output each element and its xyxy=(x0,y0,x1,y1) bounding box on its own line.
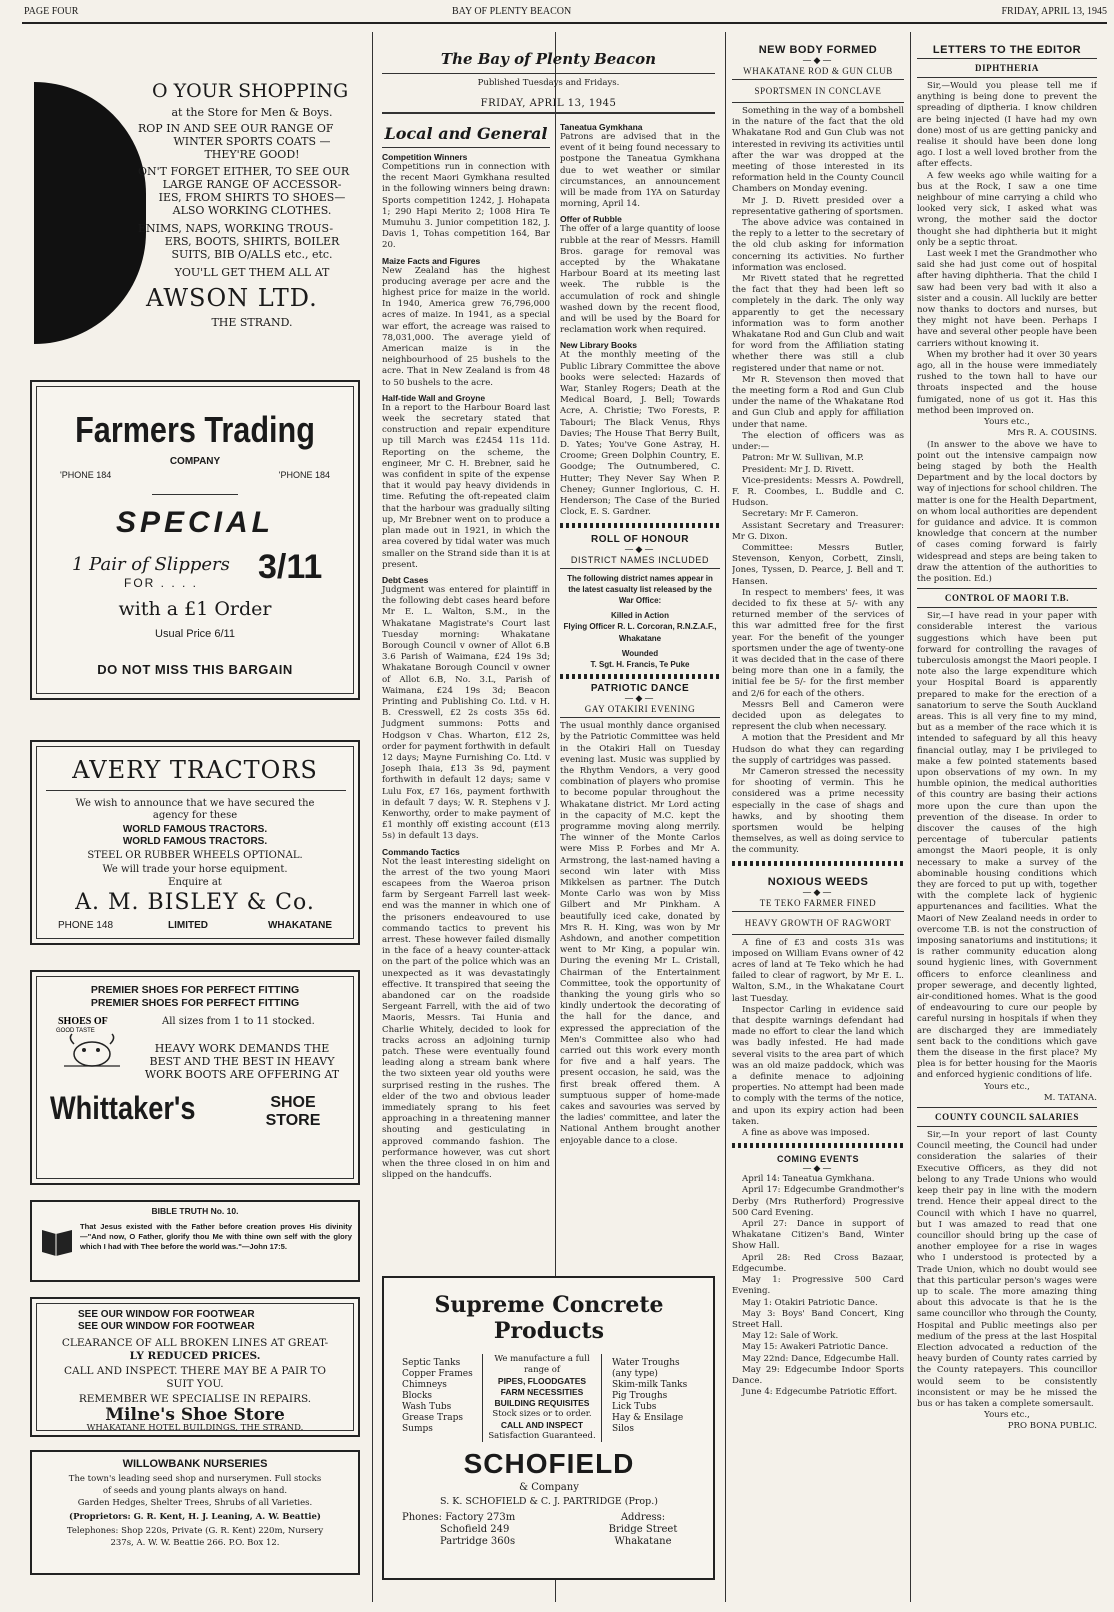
avery-line: STEEL OR RUBBER WHEELS OPTIONAL. xyxy=(87,850,303,861)
article-heading: Commando Tactics xyxy=(382,846,460,857)
article-paragraph: Mr J. D. Rivett presided over a representative gathering of sportsmen. xyxy=(732,195,904,217)
willowbank-line: Telephones: Shop 220s, Private (G. R. Kent) 220m, Nursery xyxy=(66,1526,324,1536)
officer-line: Vice-presidents: Messrs A. Powdrell, F. R. Coombes, L. Buddle and C. Hudson. xyxy=(732,475,904,509)
avery-line: WORLD FAMOUS TRACTORS. xyxy=(122,824,268,835)
article-body: In a report to the Harbour Board last week the secretary stated that construction and repair expenditure up till March was £2454 11s 11d. Reporting on the scheme, the engineer, Mr C. H. Brebner, said he was confident in spite of the expense that it would pay heavy dividends in time. Refuting the oft-repeated claim that the harbour was gradually silting up, Mr Brebner went on to produce a plan made out in 1921, in which the area covered by tidal water was much smaller on the Strand side than it is at present. xyxy=(382,402,550,570)
dawson-line: SUITS, BIB O/ALLS etc., etc. xyxy=(171,248,333,261)
milne-line: SUIT YOU. xyxy=(166,1378,224,1390)
article-heading: Maize Facts and Figures xyxy=(382,255,481,266)
event-item: April 14: Taneatua Gymkhana. xyxy=(742,1174,875,1185)
product-item: Lick Tubs xyxy=(612,1402,657,1412)
article-subheadline: WHAKATANE ROD & GUN CLUB xyxy=(743,66,893,76)
farmers-phone: 'PHONE 184 xyxy=(278,470,330,480)
willowbank-line: The town's leading seed shop and nurserymen. Full stocks xyxy=(68,1474,322,1484)
schofield-concrete-ad xyxy=(382,1276,715,1580)
bible-truth-box xyxy=(30,1200,360,1282)
letter-paragraph: Sir,—In your report of last County Council meeting, the Council had under consideration the salaries of their Executive Officers, as they did not belong to any Trade Unions who would keep their pay in line with the modern trend. Hence their appeal direct to the Council with which I have no quarrel, but I was amazed to read that one councillor should bring up the case of another employee for a rise in wages who I understood is protected by a Trade Union, which no doubt would see that this particular person's wages were up to scale. The more amazing thing about this advocate is that he is the same councillor who through the County, Hospital and Public meetings also per medium of the press at the last Hospital Election advocated a reduction of the heavy burden of County rates carried by the County ratepayers. This councillor would seem to be consistently inconsistent or may be he missed the bus or has taken a complete somersault. xyxy=(917,1130,1097,1409)
product-item: Pig Troughs xyxy=(612,1391,668,1401)
letter-paragraph: When my brother had it over 30 years ago, all in the house were immediately rushed to the town hall to have our throats inspected and the house fumigated, none of us got it. Has this method been improved on. xyxy=(917,349,1097,416)
whittaker-shoe: SHOE xyxy=(270,1094,316,1111)
avery-line: We will trade your horse equipment. xyxy=(102,864,288,875)
milne-line: LY REDUCED PRICES. xyxy=(129,1350,261,1362)
willowbank-line: 237s, A. W. W. Beattie 266. P.O. Box 12. xyxy=(110,1538,280,1548)
dawson-line: THEY'RE GOOD! xyxy=(204,148,300,161)
dawson-address: THE STRAND. xyxy=(211,316,293,329)
schofield-mid-line: Stock sizes or to order. xyxy=(492,1409,592,1419)
letter-signature: PRO BONA PUBLIC. xyxy=(1007,1421,1097,1432)
whittaker-store: STORE xyxy=(265,1112,321,1129)
divider xyxy=(382,112,715,114)
article-paragraph: A fine of £3 and costs 31s was imposed on William Evans owner of 42 acres of land at Te Teko which he had failed to clear of ragwort, by Mr E. L. Walton, S.M., in the Whakatane Court last Tuesday. xyxy=(732,937,904,1004)
whittaker-sizes: All sizes from 1 to 11 stocked. xyxy=(162,1016,315,1027)
column-rule xyxy=(725,32,726,1602)
milne-line: CLEARANCE OF ALL BROKEN LINES AT GREAT- xyxy=(61,1337,329,1349)
schofield-mid-line: PIPES, FLOODGATES xyxy=(497,1376,587,1386)
divider xyxy=(152,494,238,495)
phone-line: Partridge 360s xyxy=(440,1536,516,1547)
schofield-address xyxy=(588,1512,698,1548)
willowbank-line: of seeds and young plants always on hand. xyxy=(102,1486,288,1496)
address-line: Whakatane xyxy=(614,1536,672,1547)
svg-text:GOOD TASTE: GOOD TASTE xyxy=(56,1028,95,1034)
officer-line: President: Mr J. D. Rivett. xyxy=(742,464,855,475)
open-book-icon xyxy=(40,1222,74,1262)
bible-title: BIBLE TRUTH No. 10. xyxy=(151,1206,239,1216)
farmers-company: COMPANY xyxy=(169,456,221,467)
avery-line: We wish to announce that we have secured the xyxy=(75,798,315,809)
page-number: PAGE FOUR xyxy=(24,6,79,17)
farmers-title: Farmers Trading xyxy=(75,409,315,450)
honour-killed-label: Killed in Action xyxy=(611,611,669,621)
letter-paragraph: Last week I met the Grandmother who said she had just come out of hospital after having diphtheria. That the child I saw had been very bad with it also a sister and a cousin. All luckily are better now thanks to doctors and nurses, but they might not have been. Perhaps I have and several other people have been carriers without knowing it. xyxy=(917,249,1097,349)
svg-text:SHOES OF: SHOES OF xyxy=(58,1016,108,1027)
issue-date: FRIDAY, APRIL 13, 1945 xyxy=(1001,6,1107,17)
milne-heading: SEE OUR WINDOW FOR FOOTWEAR xyxy=(78,1309,255,1320)
schofield-mid-line: BUILDING REQUISITES xyxy=(494,1398,590,1408)
dawson-line: ON'T FORGET EITHER, TO SEE OUR xyxy=(138,165,350,178)
event-item: May 1: Progressive 500 Card Evening. xyxy=(732,1275,904,1297)
article-body: The offer of a large quantity of loose rubble at the rear of Messrs. Hamill Bros. garage for removal was accepted by the Whakatane Harbour Board at its meeting last week. The rubble is the accumulation of rock and shingle washed down by the recent flood, and will be used by the Board for reclamation work when required. xyxy=(560,224,720,336)
article-heading: Half-tide Wall and Groyne xyxy=(382,392,486,403)
farmers-footer: DO NOT MISS THIS BARGAIN xyxy=(97,662,293,677)
nameplate-date: FRIDAY, APRIL 13, 1945 xyxy=(480,98,617,109)
dawson-line: ALSO WORKING CLOTHES. xyxy=(172,204,332,217)
whittaker-body-line: HEAVY WORK DEMANDS THE xyxy=(154,1042,330,1055)
farmers-usual: Usual Price 6/11 xyxy=(155,628,235,640)
dawson-line: at the Store for Men & Boys. xyxy=(171,106,333,119)
honour-intro: The following district names appear in the latest casualty list released by the War Office: xyxy=(567,573,713,605)
event-item: May 22nd: Dance, Edgecumbe Hall. xyxy=(742,1353,900,1364)
published-line: Published Tuesdays and Fridays. xyxy=(477,78,620,88)
article-heading: Debt Cases xyxy=(382,574,429,585)
avery-town: WHAKATANE xyxy=(267,920,332,931)
article-paragraph: Something in the way of a bombshell in the nature of the fact that the old Whakatane Rod and Gun Club was not interested in reviving its activities until after the war was dropped at the meeting of those interested in its reformation held in the County Council Chambers on Monday evening. xyxy=(732,106,904,195)
milne-line: CALL AND INSPECT. THERE MAY BE A PAIR TO xyxy=(63,1365,327,1377)
schofield-mid-line: Satisfaction Guaranteed. xyxy=(488,1431,596,1441)
dawson-line: IES, FROM SHIRTS TO SHOES— xyxy=(158,191,346,204)
schofield-title: Supreme Concrete xyxy=(434,1292,664,1318)
local-general-column-left xyxy=(382,118,550,1181)
willowbank-line: Garden Hedges, Shelter Trees, Shrubs of all Varieties. xyxy=(77,1498,313,1508)
article-body: Judgment was entered for plaintiff in the following debt cases heard before Mr E. L. Walton, S.M., in the Whakatane Magistrate's Court last Tuesday morning: Whakatane Borough Council v owner of Allot 6.B 3.6 Parish of Waimana, £24 19s 3d; Whakatane Borough Council v owner of Allot 6.B, No. 3.L, Parish of Waimana, £24 19s 3d; Beacon Printing and Publishing Co. Ltd. v H. B. Cresswell, £2 2s costs 35s 6d. Judgment summons: Potts and Hodgson v Chas. Wharton, £12 2s, order for payment forthwith in default 12 days; Mayne Furnishing Co. Ltd. v Joseph Ihaia, £13 3s 9d, payment forthwith in default 12 days; same v Lulu Fox, £7 16s, payment forthwith in default 7 days; W. R. Stephens v J. Kenworthy, order to make payment of £1 monthly off existing account (£13 5s) in default 13 days. xyxy=(382,584,550,842)
honour-heading: ROLL OF HONOUR xyxy=(591,533,689,545)
dawson-line: WINTER SPORTS COATS — xyxy=(173,135,331,148)
whittaker-body-line: BEST AND THE BEST IN HEAVY xyxy=(149,1055,335,1068)
article-headline: NOXIOUS WEEDS xyxy=(767,875,869,888)
milne-heading: SEE OUR WINDOW FOR FOOTWEAR xyxy=(78,1321,255,1332)
article-heading: Competition Winners xyxy=(382,152,468,162)
phone-line: Schofield 249 xyxy=(440,1524,510,1535)
dog-logo-icon xyxy=(54,1014,134,1074)
column-rule xyxy=(372,32,373,1602)
dawson-line: LARGE RANGE OF ACCESSOR- xyxy=(162,178,342,191)
milne-line: REMEMBER WE SPECIALISE IN REPAIRS. xyxy=(78,1393,312,1405)
article-paragraph: A motion that the President and Mr Hudson do what they can regarding the supply of cartridges was passed. xyxy=(732,733,904,766)
product-item: Skim-milk Tanks xyxy=(612,1380,688,1390)
article-heading: Offer of Rubble xyxy=(560,214,622,225)
willowbank-title: WILLOWBANK NURSERIES xyxy=(122,1458,268,1470)
dance-subheading: GAY OTAKIRI EVENING xyxy=(584,704,696,715)
dawson-line: YOU'LL GET THEM ALL AT xyxy=(174,266,330,279)
schofield-mid-line: FARM NECESSITIES xyxy=(500,1387,584,1397)
rod-gun-club-column: NEW BODY FORMED —◆— WHAKATANE ROD & GUN CLUB SPORTSMEN IN CONCLAVE Something in the way of a bombshell in the nature of the fact that the old Whakatane Rod and Gun Club was not interested in reviving its activities until after the war was dropped at the meeting of those interested in its reformation held in the County Council Chambers on Monday evening. Mr J. D. Rivett presided over a representative gathering of sportsmen. The above advice was contained in the reply to a letter to the secretary of the old club asking for information concerning its activities. No further information was enclosed. Mr Rivett stated that he regretted the fact that they had been left so completely in the dark. The only way apparently to get the necessary information was to form another Whakatane Rod and Gun Club and wait for word from the Affiliation stating whether there was still a club registered under that name or not. Mr R. Stevenson then moved that the meeting form a Rod and Gun Club under the name of the Whakatane Rod and Gun Club and apply for affiliation under that name. The election of officers was as under:— Patron: Mr W. Sullivan, M.P. President: Mr J. D. Rivett. Vice-presidents: Messrs A. Powdrell, F. R. Coombes, L. Buddle and C. Hudson. Secretary: Mr F. Cameron. Assistant Secretary and Treasurer: Mr G. Dixon. Committee: Messrs Butler, Stevenson, Kenyon, Corbett, Zinsli, Jones, Tyssen, D. Pearce, J. Bell and T. Hansen. In respect to members' fees, it was decided to fix these at 5/- with any returned member of the services of this war admitted free for the first year. For the benefit of the younger sportsmen under the age of twenty-one it was decided that in the case of there being more than one in a family, the initial fee be 5/- for the first member and 2/6 for each of the others. Messrs Bell and Cameron were decided upon as delegates to represent the club when necessary. A motion that the President and Mr Hudson do what they can regarding the supply of cartridges was passed. Mr Cameron stressed the necessity for shooting of vermin. This he considered was a prime necessity especially in the case of shags and hawks, and by shooting them sportsmen would be helping themselves, as well as doing service to the community. NOXIOUS WEEDS —◆— TE TEKO FARMER FINED HEAVY GROWTH OF RAGWORT A fine of £3 and costs 31s was imposed on William Evans owner of 42 acres of land at Te Teko which he had failed to clear of ragwort, by Mr E. L. Walton, S.M., in the Whakatane Court last Tuesday. Inspector Carling in evidence said that despite warnings defendant had made no effort to clear the land which was badly infested. He had made several visits to the area part of which was an old maize paddock, which was a definite menace to adjoining properties. No attempt had been made to comply with the terms of the notice, and upon its expiry action had been taken. A fine as above was imposed. COMING EVENTS —◆— April 14: Taneatua Gymkhana. April 17: Edgecumbe Grandmother's Derby (Mrs Rutherford) Progressive 500 Card Evening. April 27: Dance in support of Whakatane Citizen's Band, Winter Show Hall. April 28: Red Cross Bazaar, Edgecumbe. May 1: Progressive 500 Card Evening. May 1: Otakiri Patriotic Dance. May 3: Boys' Band Concert, King Street Hall. May 12: Sale of Work. May 15: Awakeri Patriotic Dance. May 22nd: Dance, Edgecumbe Hall. May 29: Edgecumbe Indoor Sports Dance. June 4: Edgecumbe Patriotic Effort. xyxy=(732,44,904,1398)
product-item: (any type) xyxy=(612,1369,658,1379)
address-line: Bridge Street xyxy=(608,1524,678,1535)
avery-limited: LIMITED xyxy=(168,920,208,931)
schofield-phones xyxy=(402,1512,552,1548)
address-line: Address: xyxy=(620,1512,666,1523)
article-subheadline: HEAVY GROWTH OF RAGWORT xyxy=(744,917,892,928)
product-item: Blocks xyxy=(402,1391,433,1401)
column-rule xyxy=(910,32,911,1602)
milne-name: Milne's Shoe Store xyxy=(105,1405,285,1425)
article-paragraph: Mr Rivett stated that he regretted the fact that they had been left so completely in the dark. The only way apparently to get the necessary information was to form another Whakatane Rod and Gun Club and wait for word from the Affiliation stating whether there was still a club registered under that name or not. xyxy=(732,274,904,374)
event-item: May 1: Otakiri Patriotic Dance. xyxy=(742,1297,878,1308)
farmers-special: SPECIAL xyxy=(115,506,275,539)
divider xyxy=(46,790,346,791)
product-item: Hay & Ensilage xyxy=(612,1413,684,1423)
dawson-initial-d xyxy=(34,82,146,344)
schofield-products-right xyxy=(612,1358,708,1435)
dawson-line: ERS, BOOTS, SHIRTS, BOILER xyxy=(164,235,340,248)
letter-paragraph: Sir,—I have read in your paper with considerable interest the various suggestions which have been put forward for controlling the ravages of tuberculosis amongst the Maori people. I note also the large expenditure which your Hospital Board is apparently prepared to make for the erection of a sanatorium to serve the South Auckland areas. This is all very fine to my mind, but as a member of the race which it is intended to safeguard by all this heavy financial outlay, may I be privileged to make a few pointed statements based upon observations of my own. In my humble opinion, the medical authorities of this country are basing their actions more upon the cure than upon the prevention of the disease. In order to discover the causes of the high percentage of tubercular patients amongst the Maori people, it is only necessary to make a survey of the abominable housing conditions which they are forced to put up with, together with the complete lack of hygienic appurtenances and facilities. What the Maori of New Zealand needs in order to overcome T.B. is not the construction of imposing sanatoriums and institutions; it is rather community education along sound hygienic lines, with Government officers to enforce cleanliness and proper sewerage, and decently lighted, air-conditioned homes. What is the good of endeavouring to cure our people by careful nursing in hospitals if when they are discharged they are immediately sent back to the conditions which gave them the disease in the first place? My plea is for better housing for the Maoris and enforced hygienic conditions of life. xyxy=(917,611,1097,1081)
paper-title: BAY OF PLENTY BEACON xyxy=(452,6,572,17)
avery-line: Enquire at xyxy=(168,877,222,888)
whittaker-heading: PREMIER SHOES FOR PERFECT FITTING xyxy=(90,997,300,1009)
letter-signoff: Yours etc., xyxy=(984,417,1030,428)
article-headline: NEW BODY FORMED xyxy=(758,44,878,56)
schofield-mid-line: CALL AND INSPECT xyxy=(500,1420,584,1430)
article-paragraph: Messrs Bell and Cameron were decided upon as delegates to represent the club when necessary. xyxy=(732,699,904,733)
honour-killed-name: Flying Officer R. L. Corcoran, R.N.Z.A.F., Whakatane xyxy=(563,622,717,643)
article-body: At the monthly meeting of the Public Library Committee the above books were selected: Hazards of War, Stanley Rogers; Death at the Medical Board, J. Bell; Towards Acre, A. Christie; Two Forests, P. Tabouri; The Black Venus, Rhys Davies; The House That Berry Built, D. Yates; You've Gone Astray, H. Croome; Green Dolphin Country, E. Goodge; The Outnumbered, C. Hutter; They Never Say When P. Cheney; Gunner Inglorious, C. H. Henderson; The Case of the Buried Clock, E. S. Gardner. xyxy=(560,350,720,518)
article-heading: New Library Books xyxy=(560,340,637,351)
whittaker-name: Whittaker's xyxy=(50,1090,196,1126)
event-item: May 29: Edgecumbe Indoor Sports Dance. xyxy=(732,1364,904,1386)
product-item: Water Troughs xyxy=(612,1358,680,1368)
letter-title: COUNTY COUNCIL SALARIES xyxy=(935,1112,1079,1123)
schofield-products-left xyxy=(402,1358,482,1435)
masthead xyxy=(22,2,1107,24)
schofield-company: & Company xyxy=(519,1482,579,1493)
schofield-name: SCHOFIELD xyxy=(463,1448,635,1479)
willowbank-line: (Proprietors: G. R. Kent, H. J. Leaning, A. W. Beattie) xyxy=(69,1512,321,1522)
article-paragraph: The election of officers was as under:— xyxy=(732,430,904,453)
honour-subheading: DISTRICT NAMES INCLUDED xyxy=(570,554,710,565)
editor-note: (In answer to the above we have to point out the intensive campaign now being staged by both the Health Department and by the local doctors by way of injections for school children. The matter is one for the Health Department, on whom local authorities are dependent for guidance and advice. It is common knowledge that concern at the number of cases coming forward is fairly widespread and steps are being taken to draw the attention of the authorities to the position. Ed.) xyxy=(917,439,1097,584)
product-item: Copper Frames xyxy=(402,1369,473,1379)
product-item: Septic Tanks xyxy=(402,1358,461,1368)
phone-line: Phones: Factory 273m xyxy=(402,1512,516,1523)
whittaker-heading: PREMIER SHOES FOR PERFECT FITTING xyxy=(90,984,300,996)
dawson-line: ROP IN AND SEE OUR RANGE OF xyxy=(138,122,334,135)
product-item: Grease Traps xyxy=(402,1413,464,1423)
farmers-phone: 'PHONE 184 xyxy=(60,470,112,480)
article-heading: Taneatua Gymkhana xyxy=(560,122,643,132)
product-item: Silos xyxy=(612,1424,634,1434)
avery-line: agency for these xyxy=(152,810,238,821)
avery-line: WORLD FAMOUS TRACTORS. xyxy=(122,836,268,847)
officer-line: Committee: Messrs Butler, Stevenson, Kenyon, Corbett, Zinsli, Jones, Tyssen, D. Pearce, J. Bell and T. Hansen. xyxy=(732,542,904,587)
dawson-name: AWSON LTD. xyxy=(146,284,318,312)
avery-tractors-ad xyxy=(30,740,360,945)
letter-signature: M. TATANA. xyxy=(1043,1092,1097,1103)
letter-signoff: Yours etc., xyxy=(984,1410,1030,1421)
section-title: Local and General xyxy=(384,124,548,143)
article-paragraph: In respect to members' fees, it was decided to fix these at 5/- with any returned member of the services of this war admitted free for the first year. For the benefit of the younger sportsmen under the age of twenty-one it was decided that in the case of there being more than one in a family, the initial fee be 5/- for the first member and 2/6 for each of the others. xyxy=(732,587,904,699)
product-item: Chimneys xyxy=(402,1380,447,1390)
article-body: Patrons are advised that in the event of it being found necessary to postpone the Taneatua Gymkhana due to wet weather or similar circumstances, an announcement will be made from 1YA on Saturday morning, April 14. xyxy=(560,132,720,210)
article-paragraph: A fine as above was imposed. xyxy=(742,1128,870,1139)
local-general-column-right: Taneatua Gymkhana Patrons are advised that in the event of it being found necessary to postpone the Taneatua Gymkhana due to wet weather or similar circumstances, an announcement will be made from 1YA on Saturday morning, April 14. Offer of Rubble The offer of a large quantity of loose rubble at the rear of Messrs. Hamill Bros. garage for removal was accepted by the Whakatane Harbour Board at its meeting last week. The rubble is the accumulation of rock and shingle washed down by the recent flood, and will be used by the Board for reclamation work when required. New Library Books At the monthly meeting of the Public Library Committee the above books were selected: Hazards of War, Stanley Rogers; Death at the Medical Board, J. Bell; Towards Acre, A. Christie; Two Forests, P. Tabouri; The Black Venus, Rhys Davies; The House That Berry Built, D. Yates; You've Gone Astray, H. Croome; Green Dolphin Country, E. Goodge; The Outnumbered, C. Hutter; They Never Say When P. Cheney; Gunner Inglorious, C. H. Henderson; The Case of the Buried Clock, E. S. Gardner. ROLL OF HONOUR —◆— DISTRICT NAMES INCLUDED The following district names appear in the latest casualty list released by the War Office: Killed in Action Flying Officer R. L. Corcoran, R.N.Z.A.F., Whakatane Wounded T. Sgt. H. Francis, Te Puke PATRIOTIC DANCE —◆— GAY OTAKIRI EVENING The usual monthly dance organised by the Patriotic Committee was held in the Otakiri Hall on Tuesday evening last. Music was supplied by the Rhythm Vendors, a very good combination of players who promise to become popular throughout the Whakatane district. Mr Lord acting in the capacity of M.C. kept the programme moving along merrily. The winner of the Monte Carlos were Miss P. Forbes and Mr A. Armstrong, the last-named having a second win later with Miss Mikkelsen as partner. The Dutch Monte Carlo was won by Miss Gilbert and Mr Pinkham. A beautifully iced cake, donated by Mrs R. H. King, was won by Mr Ashdown, and another competition went to Mr King, a popular win. During the evening Mr L. Cristall, Chairman of the Entertainment Committee, took the opportunity of thanking the young girls who so kindly undertook the decorating of the hall for the dance, and expressed the appreciation of the Men's Committee also who had carried out this work every month for five and a half years. The present occasion, he said, was the first break offered them. A sumptuous supper of home-made cakes and savouries was served by the ladies' committee, and later the National Anthem brought another enjoyable dance to a close. xyxy=(560,122,720,1146)
milne-address: WHAKATANE HOTEL BUILDINGS, THE STRAND. xyxy=(86,1423,304,1433)
whittaker-body xyxy=(132,1042,352,1081)
letter-title: CONTROL OF MAORI T.B. xyxy=(944,593,1070,604)
avery-bisley: A. M. BISLEY & Co. xyxy=(75,890,315,915)
dawson-line: ENIMS, NAPS, WORKING TROUS- xyxy=(138,222,334,235)
farmers-with: with a £1 Order xyxy=(118,598,272,620)
event-item: April 17: Edgecumbe Grandmother's Derby (Mrs Rutherford) Progressive 500 Card Evening. xyxy=(732,1185,904,1218)
letter-signoff: Yours etc., xyxy=(984,1081,1030,1092)
dance-article-body: The usual monthly dance organised by the Patriotic Committee was held in the Otakiri Hall on Tuesday evening last. Music was supplied by the Rhythm Vendors, a very good combination of players who promise to become popular throughout the Whakatane district. Mr Lord acting in the capacity of M.C. kept the programme moving along merrily. The winner of the Monte Carlos were Miss P. Forbes and Mr A. Armstrong, the last-named having a second win later with Miss Mikkelsen as partner. The Dutch Monte Carlo was won by Miss Gilbert and Mr Pinkham. A beautifully iced cake, donated by Mrs R. H. King, was won by Mr Ashdown, and another competition went to Mr King, a popular win. During the evening Mr L. Cristall, Chairman of the Entertainment Committee, took the opportunity of thanking the young girls who so kindly undertook the decorating of the hall for the dance, and expressed the appreciation of the Men's Committee also who had carried out this work every month for five and a half years. The present occasion, he said, was the first break offered them. A sumptuous supper of home-made cakes and savouries was served by the ladies' committee, and later the National Anthem brought another enjoyable dance to a close. xyxy=(560,721,720,1146)
schofield-products-mid xyxy=(482,1354,602,1442)
letters-heading: LETTERS TO THE EDITOR xyxy=(917,44,1097,59)
event-item: April 27: Dance in support of Whakatane Citizen's Band, Winter Show Hall. xyxy=(732,1219,904,1252)
article-subheadline: SPORTSMEN IN CONCLAVE xyxy=(754,86,882,96)
farmers-trading-ad xyxy=(30,380,360,700)
milne-shoe-store-ad xyxy=(30,1297,360,1437)
event-item: May 12: Sale of Work. xyxy=(742,1331,839,1342)
article-body: Competitions run in connection with the recent Maori Gymkhana resulted in the following winners being drawn: Sports competition 1242, J. Hohapata 1; 290 Hapi Merito 2; 1008 Hira Te Mumuhu 3. Junior competition 182, J. Davis 1, Tohas competition 164, Bar 20. xyxy=(382,162,550,251)
letter-paragraph: A few weeks ago while waiting for a bus at the Rock, I saw a one time neighbour of mine carrying a child who looked very sick, I asked what was wrong, the mother said the doctor thought she had diphtheria but it might only be a septic throat. xyxy=(917,170,1097,248)
letters-column xyxy=(917,44,1097,1584)
dawson-ad xyxy=(34,72,359,350)
article-paragraph: Inspector Carling in evidence said that despite warnings defendant had made no effort to clear the land which was badly infested. He had made several visits to the area part of which was an old maize paddock, which was a definite menace to adjoining properties. No attempt had been made to comply with the terms of the notice, and upon its expiry action had been taken. xyxy=(732,1004,904,1127)
letter-paragraph: Sir,—Would you please tell me if anything is being done to prevent the spreading of diptheria. I know children are being injected (I have had my own done) most of us are getting panicky and realise it should have been done long ago. I lost a well loved brother from the after effects. xyxy=(917,81,1097,170)
paper-nameplate: The Bay of Plenty Beacon xyxy=(440,50,657,68)
schofield-mid-line: We manufacture a full xyxy=(494,1354,590,1364)
farmers-price: 3/11 xyxy=(258,548,323,586)
bible-text: That Jesus existed with the Father before creation proves His divinity—"And now, O Father, glorify thou Me with thine own self with the glory which I had with Thee before the world was."—John 17:5. xyxy=(80,1222,352,1251)
letter-title: DIPHTHERIA xyxy=(974,63,1039,73)
honour-wounded-label: Wounded xyxy=(621,648,659,658)
article-paragraph: Mr Cameron stressed the necessity for shooting of vermin. This he considered was a prime necessity especially in the case of shags and hawks, and by shooting them sportsmen would be helping themselves, as well as doing service to the community. xyxy=(732,766,904,856)
schofield-mid-line: range of xyxy=(523,1365,561,1375)
dawson-line: O YOUR SHOPPING xyxy=(152,80,349,102)
article-subheadline: TE TEKO FARMER FINED xyxy=(759,897,877,908)
event-item: April 28: Red Cross Bazaar, Edgecumbe. xyxy=(732,1252,904,1274)
article-body: Not the least interesting sidelight on the arrest of the two young Maori escapees from the Waeroa prison farm by Sergeant Farrell last week-end was the manner in which one of the prisoners endeavoured to use commando tactics to prevent his arrest. These however failed dismally in the face of a heavy counter-attack on the part of the police which was an unexpected as it was devastatingly effective. It transpired that seeing the abandoned car on the roadside Sergeant Farrell, with the aid of two Maoris, Messrs. Tai Hunia and Charlie Whitely, decided to look for tracks across an adjoining turnip patch. These were eventually found leading along a stream bank where the two sixteen year old youths were surprised resting in the rushes. The elder of the two and obvious leader immediately sprang to his feet approaching in a threatening manner shouting and gesticulating in approved commando fashion. The performance however, was cut short when the three closed in on him and slipped on the handcuffs. xyxy=(382,856,550,1181)
event-item: May 3: Boys' Band Concert, King Street Hall. xyxy=(732,1308,904,1330)
article-paragraph: Mr R. Stevenson then moved that the meeting form a Rod and Gun Club under the name of the Whakatane Rod and Gun Club and apply for affiliation under that name. xyxy=(732,374,904,430)
article-paragraph: The above advice was contained in the reply to a letter to the secretary of the old club asking for information concerning its activities. No further information was enclosed. xyxy=(732,218,904,273)
willowbank-nurseries-ad xyxy=(30,1450,360,1575)
schofield-props: S. K. SCHOFIELD & C. J. PARTRIDGE (Prop.) xyxy=(440,1496,658,1507)
whittaker-body-line: WORK BOOTS ARE OFFERING AT xyxy=(144,1068,340,1081)
divider xyxy=(382,73,715,74)
event-item: June 4: Edgecumbe Patriotic Effort. xyxy=(742,1387,898,1398)
farmers-item: 1 Pair of Slippers xyxy=(72,554,230,575)
coming-events-heading: COMING EVENTS xyxy=(776,1154,859,1165)
article-body: New Zealand has the highest producing average per acre and the highest price for maize in the world. In 1940, America grew 76,796,000 acres of maize. In 1941, as a special war effort, the acreage was raised to 78,031,000. The average yield of American maize is in the neighbourhood of 25 bushels to the acre. That in New Zealand is from 48 to 50 bushels to the acre. xyxy=(382,265,550,388)
dance-heading: PATRIOTIC DANCE xyxy=(590,683,690,695)
officer-line: Secretary: Mr F. Cameron. xyxy=(742,509,859,520)
product-item: Wash Tubs xyxy=(402,1402,452,1412)
officer-line: Assistant Secretary and Treasurer: Mr G. Dixon. xyxy=(732,520,904,542)
event-item: May 15: Awakeri Patriotic Dance. xyxy=(742,1342,889,1353)
schofield-title: Products xyxy=(493,1318,605,1344)
officer-line: Patron: Mr W. Sullivan, M.P. xyxy=(742,453,864,464)
avery-title: AVERY TRACTORS xyxy=(72,756,318,784)
product-item: Sumps xyxy=(402,1424,433,1434)
farmers-for: FOR . . . . xyxy=(124,576,199,590)
avery-phone: PHONE 148 xyxy=(58,920,114,931)
letter-signature: Mrs R. A. COUSINS. xyxy=(1007,428,1097,439)
honour-wounded-name: T. Sgt. H. Francis, Te Puke xyxy=(590,659,690,669)
whittaker-shoe-ad xyxy=(30,970,360,1185)
